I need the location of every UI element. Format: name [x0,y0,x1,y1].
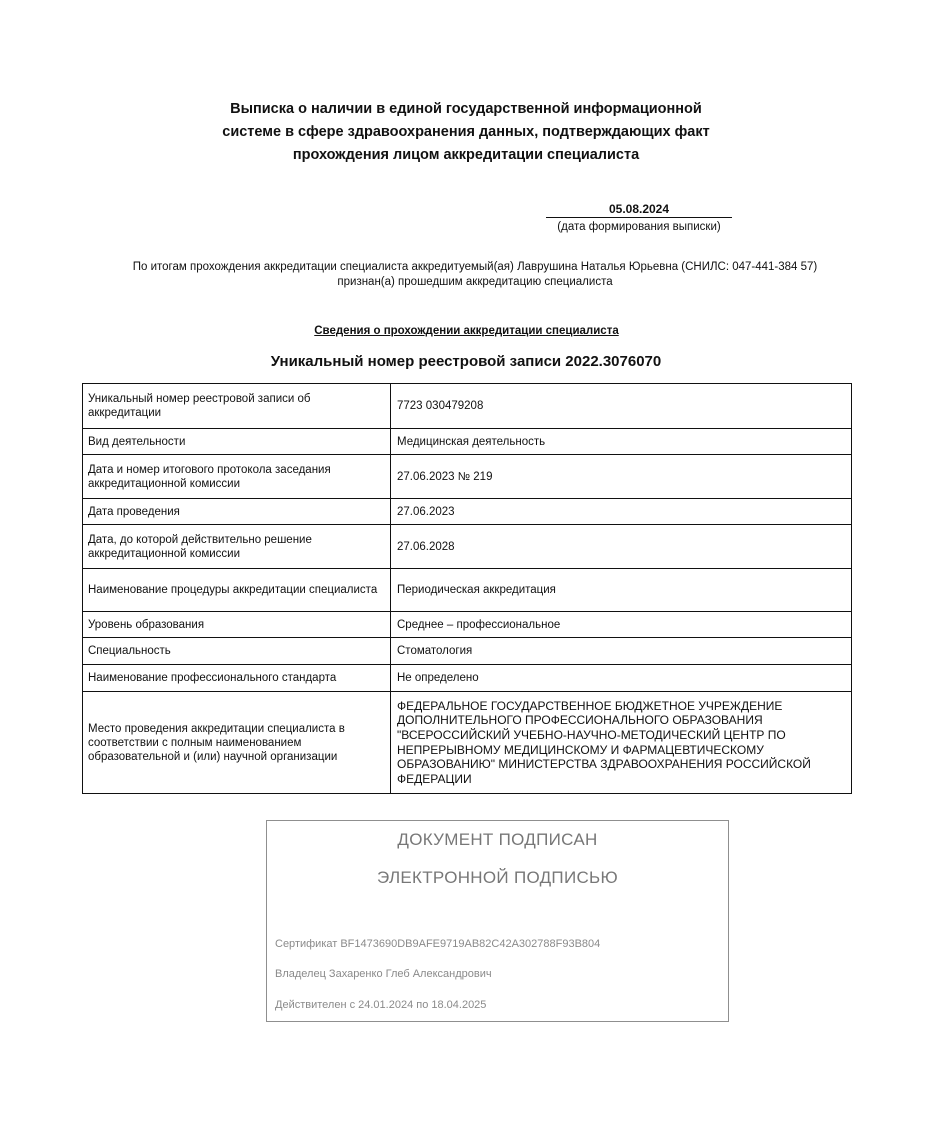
electronic-signature-stamp [266,820,729,1022]
row-label: Наименование профессионального стандарта [83,665,391,692]
title-line-2: системе в сфере здравоохранения данных, подтверждающих факт [222,124,710,140]
table-row [83,692,852,794]
row-value: ФЕДЕРАЛЬНОЕ ГОСУДАРСТВЕННОЕ БЮДЖЕТНОЕ УЧРЕЖДЕНИЕ ДОПОЛНИТЕЛЬНОГО ПРОФЕССИОНАЛЬНОГО ОБРАЗОВАНИЯ "ВСЕРОССИЙСКИЙ УЧЕБНО-НАУЧНО-МЕТОДИЧЕСКИЙ ЦЕНТР ПО НЕПРЕРЫВНОМУ МЕДИЦИНСКОМУ И ФАРМАЦЕВТИЧЕСКОМУ ОБРАЗОВАНИЮ" МИНИСТЕРСТВА ЗДРАВООХРАНЕНИЯ РОССИЙСКОЙ ФЕДЕРАЦИИ [391,692,852,794]
title-line-1: Выписка о наличии в единой государственной информационной [230,101,702,117]
row-value: Стоматология [391,638,852,665]
row-label: Уровень образования [83,612,391,638]
table-row [83,455,852,499]
intro-line-2: признан(а) прошедшим аккредитацию специалиста [337,276,613,288]
row-label: Уникальный номер реестровой записи об аккредитации [83,384,391,429]
row-label: Дата, до которой действительно решение аккредитационной комиссии [83,525,391,569]
row-label: Дата проведения [83,499,391,525]
row-value: 7723 030479208 [391,384,852,429]
table-row [83,499,852,525]
row-value: Периодическая аккредитация [391,569,852,612]
row-value: 27.06.2023 [391,499,852,525]
row-value: Не определено [391,665,852,692]
registry-number-heading: Уникальный номер реестровой записи 2022.3076070 [270,353,662,370]
row-label: Место проведения аккредитации специалиста в соответствии с полным наименованием образовательной и (или) научной организации [83,692,391,794]
table-row [83,525,852,569]
table-row [83,638,852,665]
stamp-certificate: Сертификат BF1473690DB9AFE9719AB82C42A302788F93B804 [275,938,601,950]
table-row [83,569,852,612]
table-row [83,384,852,429]
row-value: Медицинская деятельность [391,429,852,455]
accreditation-info-table [82,383,852,794]
document-title [150,98,782,167]
formation-date-caption: (дата формирования выписки) [557,221,721,233]
stamp-heading-line-2: ЭЛЕКТРОННОЙ ПОДПИСЬЮ [377,868,618,887]
table-row [83,612,852,638]
formation-date-block [546,201,732,235]
row-label: Вид деятельности [83,429,391,455]
row-value: 27.06.2028 [391,525,852,569]
intro-line-1: По итогам прохождения аккредитации специалиста аккредитуемый(ая) Лаврушина Наталья Юрьевна (СНИЛС: 047-441-384 57) [132,261,818,273]
row-value: 27.06.2023 № 219 [391,455,852,499]
intro-paragraph [60,260,890,290]
row-label: Специальность [83,638,391,665]
formation-date: 05.08.2024 [546,201,732,218]
stamp-owner: Владелец Захаренко Глеб Александрович [275,968,492,980]
table-row [83,665,852,692]
stamp-heading-line-1: ДОКУМЕНТ ПОДПИСАН [397,830,598,849]
table-row [83,429,852,455]
stamp-validity: Действителен с 24.01.2024 по 18.04.2025 [275,999,487,1011]
section-title: Сведения о прохождении аккредитации специалиста [314,325,619,337]
row-label: Дата и номер итогового протокола заседания аккредитационной комиссии [83,455,391,499]
row-value: Среднее – профессиональное [391,612,852,638]
title-line-3: прохождения лицом аккредитации специалиста [292,147,640,163]
row-label: Наименование процедуры аккредитации специалиста [83,569,391,612]
